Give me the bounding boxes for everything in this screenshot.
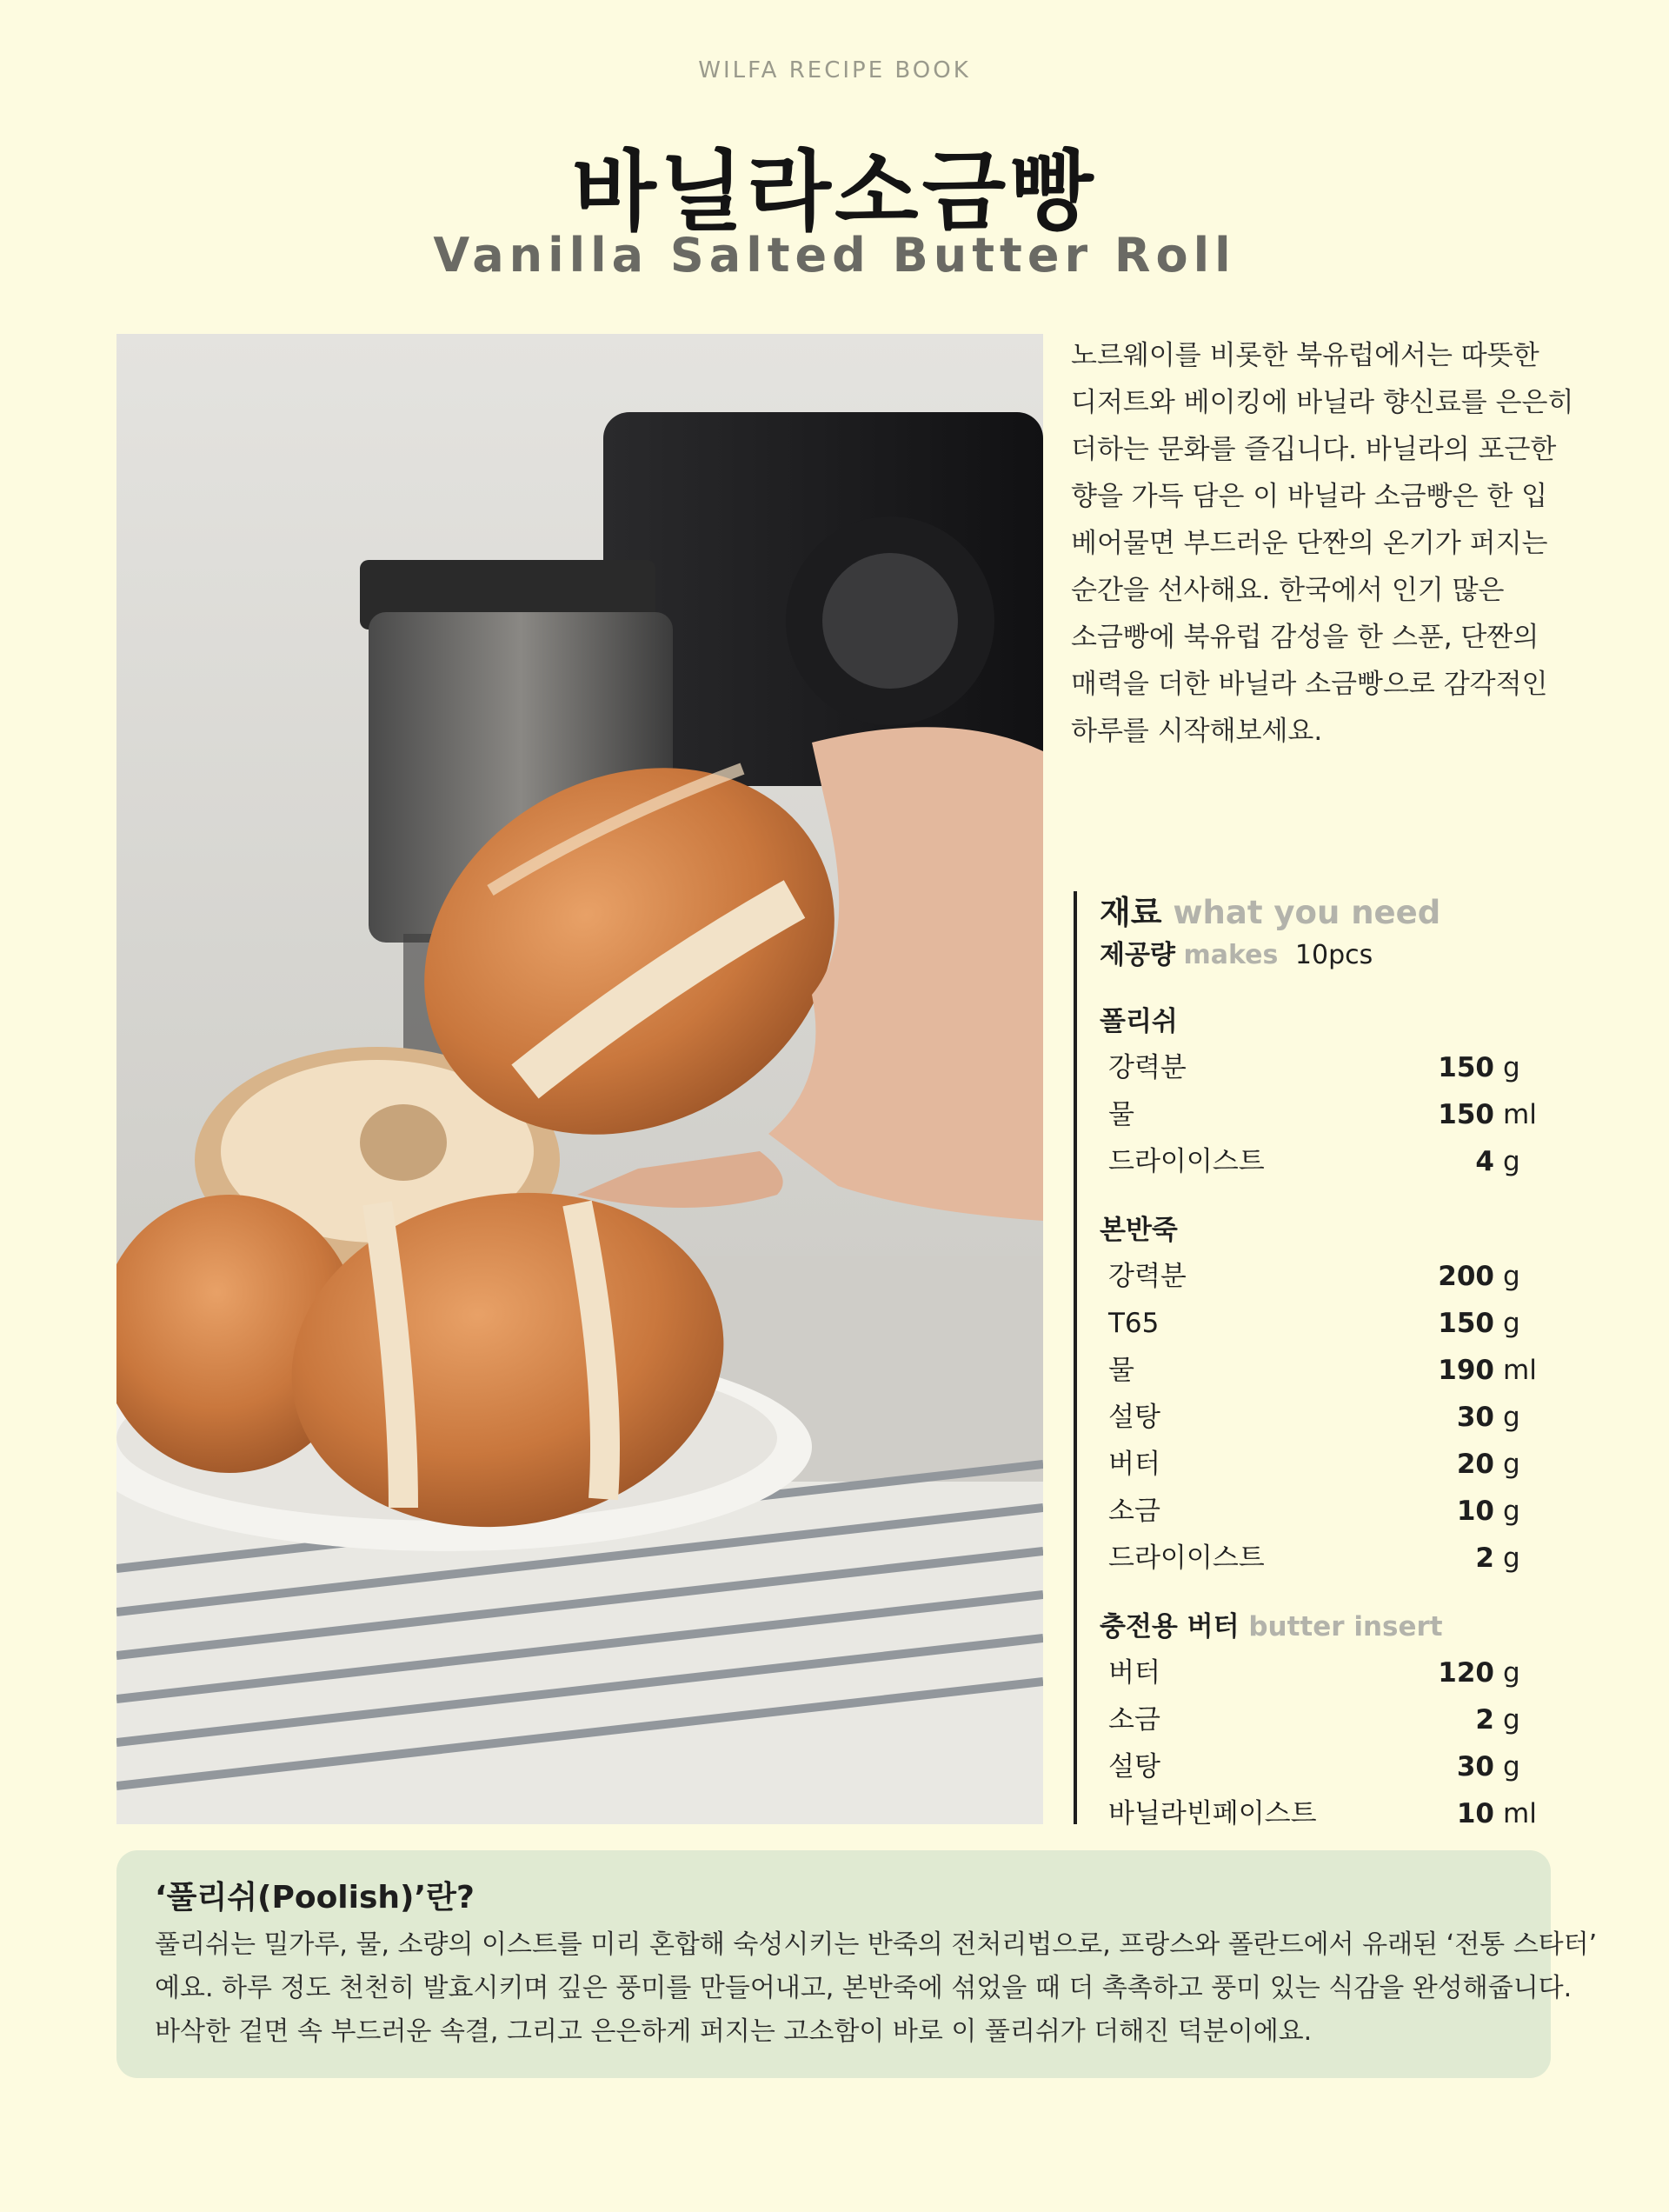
- ingredient-amount: 2: [1475, 1542, 1494, 1574]
- intro-line: 더하는 문화를 즐깁니다. 바닐라의 포근한: [1071, 434, 1557, 465]
- ingredient-name: T65: [1108, 1308, 1160, 1339]
- ingredient-name: 물: [1108, 1099, 1134, 1130]
- ingredient-unit: g: [1503, 1542, 1520, 1574]
- intro-line: 매력을 더한 바닐라 소금빵으로 감각적인: [1071, 669, 1548, 700]
- recipe-title-english: Vanilla Salted Butter Roll: [433, 228, 1236, 283]
- book-label: WILFA RECIPE BOOK: [698, 57, 971, 83]
- ingredients-title-korean: 재료: [1100, 894, 1162, 931]
- ingredient-name: 바닐라빈페이스트: [1108, 1798, 1317, 1829]
- note-body: [155, 1923, 1598, 2054]
- ingredient-group-poolish: [1100, 999, 1543, 1185]
- yield-label-english: makes: [1183, 940, 1279, 970]
- ingredient-row: [1100, 1441, 1543, 1488]
- ingredients-title: [1100, 891, 1543, 935]
- ingredient-row: [1100, 1743, 1543, 1790]
- ingredient-row: [1100, 1138, 1543, 1185]
- ingredient-group-butter-insert: [1100, 1604, 1543, 1837]
- ingredient-row: [1100, 1394, 1543, 1441]
- poolish-note-box: [116, 1850, 1598, 2078]
- ingredient-unit: g: [1503, 1146, 1520, 1177]
- group-title-korean: 폴리쉬: [1100, 1006, 1178, 1037]
- ingredient-row: [1100, 1253, 1543, 1300]
- ingredient-unit: g: [1503, 1704, 1520, 1736]
- note-line: 바삭한 겉면 속 부드러운 속결, 그리고 은은하게 퍼지는 고소함이 바로 이 풀리쉬가 더해진 덕분이에요.: [155, 2016, 1313, 2047]
- group-title: [1100, 1604, 1543, 1649]
- ingredient-name: 드라이이스트: [1108, 1146, 1265, 1177]
- ingredient-unit: g: [1503, 1657, 1520, 1689]
- ingredient-row: [1100, 1696, 1543, 1743]
- ingredient-name: 설탕: [1108, 1751, 1160, 1782]
- ingredient-amount: 150: [1438, 1308, 1494, 1339]
- ingredient-unit: g: [1503, 1402, 1520, 1433]
- yield-value: 10pcs: [1294, 940, 1373, 970]
- ingredient-amount: 10: [1456, 1496, 1494, 1527]
- ingredient-amount: 20: [1456, 1449, 1494, 1480]
- ingredient-name: 버터: [1108, 1449, 1160, 1480]
- note-line: 예요. 하루 정도 천천히 발효시키며 깊은 풍미를 만들어내고, 본반죽에 섞었을 때 더 촉촉하고 풍미 있는 식감을 완성해줍니다.: [155, 1973, 1573, 2003]
- ingredient-amount: 30: [1456, 1402, 1494, 1433]
- ingredients-panel: [1074, 891, 1543, 1829]
- ingredient-name: 강력분: [1108, 1052, 1187, 1083]
- ingredient-unit: g: [1503, 1052, 1520, 1083]
- ingredient-amount: 120: [1438, 1657, 1494, 1689]
- recipe-photo: [116, 334, 1043, 1824]
- group-title-english: butter insert: [1248, 1611, 1443, 1642]
- ingredient-amount: 4: [1475, 1146, 1494, 1177]
- ingredient-name: 설탕: [1108, 1402, 1160, 1433]
- intro-line: 향을 가득 담은 이 바닐라 소금빵은 한 입: [1071, 481, 1548, 512]
- yield: [1100, 935, 1543, 976]
- ingredient-unit: g: [1503, 1751, 1520, 1782]
- ingredient-row: [1100, 1535, 1543, 1582]
- ingredient-row: [1100, 1790, 1543, 1837]
- ingredient-row: [1100, 1300, 1543, 1347]
- ingredient-unit: g: [1503, 1308, 1520, 1339]
- ingredient-unit: ml: [1503, 1355, 1537, 1386]
- ingredient-amount: 10: [1456, 1798, 1494, 1829]
- intro-line: 노르웨이를 비롯한 북유럽에서는 따뜻한: [1071, 340, 1539, 371]
- ingredient-row: [1100, 1649, 1543, 1696]
- ingredient-name: 물: [1108, 1355, 1134, 1386]
- ingredient-unit: g: [1503, 1449, 1520, 1480]
- intro-line: 순간을 선사해요. 한국에서 인기 많은: [1071, 575, 1505, 606]
- intro-line: 소금빵에 북유럽 감성을 한 스푼, 단짠의: [1071, 622, 1539, 653]
- ingredient-amount: 200: [1438, 1261, 1494, 1292]
- ingredient-amount: 150: [1438, 1052, 1494, 1083]
- ingredient-unit: ml: [1503, 1099, 1537, 1130]
- ingredient-unit: g: [1503, 1496, 1520, 1527]
- ingredient-row: [1100, 1488, 1543, 1535]
- intro-line: 베어물면 부드러운 단짠의 온기가 퍼지는: [1071, 528, 1548, 559]
- ingredient-name: 강력분: [1108, 1261, 1187, 1292]
- ingredient-name: 소금: [1108, 1496, 1160, 1527]
- ingredient-name: 소금: [1108, 1704, 1160, 1736]
- yield-label-korean: 제공량: [1100, 940, 1175, 970]
- ingredient-amount: 150: [1438, 1099, 1494, 1130]
- group-title-korean: 본반죽: [1100, 1215, 1178, 1246]
- ingredient-amount: 190: [1438, 1355, 1494, 1386]
- note-line: 풀리쉬는 밀가루, 물, 소량의 이스트를 미리 혼합해 숙성시키는 반죽의 전처리법으로, 프랑스와 폴란드에서 유래된 ‘전통 스타터’: [155, 1929, 1598, 1960]
- note-title: ‘풀리쉬(Poolish)’란?: [155, 1880, 475, 1916]
- ingredient-row: [1100, 1347, 1543, 1394]
- recipe-title-korean: 바닐라소금빵: [572, 141, 1097, 243]
- group-title-korean: 충전용 버터: [1100, 1611, 1240, 1642]
- ingredient-name: 드라이이스트: [1108, 1542, 1265, 1574]
- intro-line: 디저트와 베이킹에 바닐라 향신료를 은은히: [1071, 387, 1574, 418]
- ingredient-unit: ml: [1503, 1798, 1537, 1829]
- intro-paragraph: [1071, 332, 1574, 755]
- ingredient-row: [1100, 1091, 1543, 1138]
- ingredients-title-english: what you need: [1173, 894, 1441, 931]
- ingredient-row: [1100, 1044, 1543, 1091]
- ingredient-group-main-dough: [1100, 1208, 1543, 1582]
- group-title: [1100, 1208, 1543, 1253]
- group-title: [1100, 999, 1543, 1044]
- ingredient-unit: g: [1503, 1261, 1520, 1292]
- ingredient-amount: 30: [1456, 1751, 1494, 1782]
- ingredient-amount: 2: [1475, 1704, 1494, 1736]
- intro-line: 하루를 시작해보세요.: [1071, 716, 1323, 747]
- ingredient-name: 버터: [1108, 1657, 1160, 1689]
